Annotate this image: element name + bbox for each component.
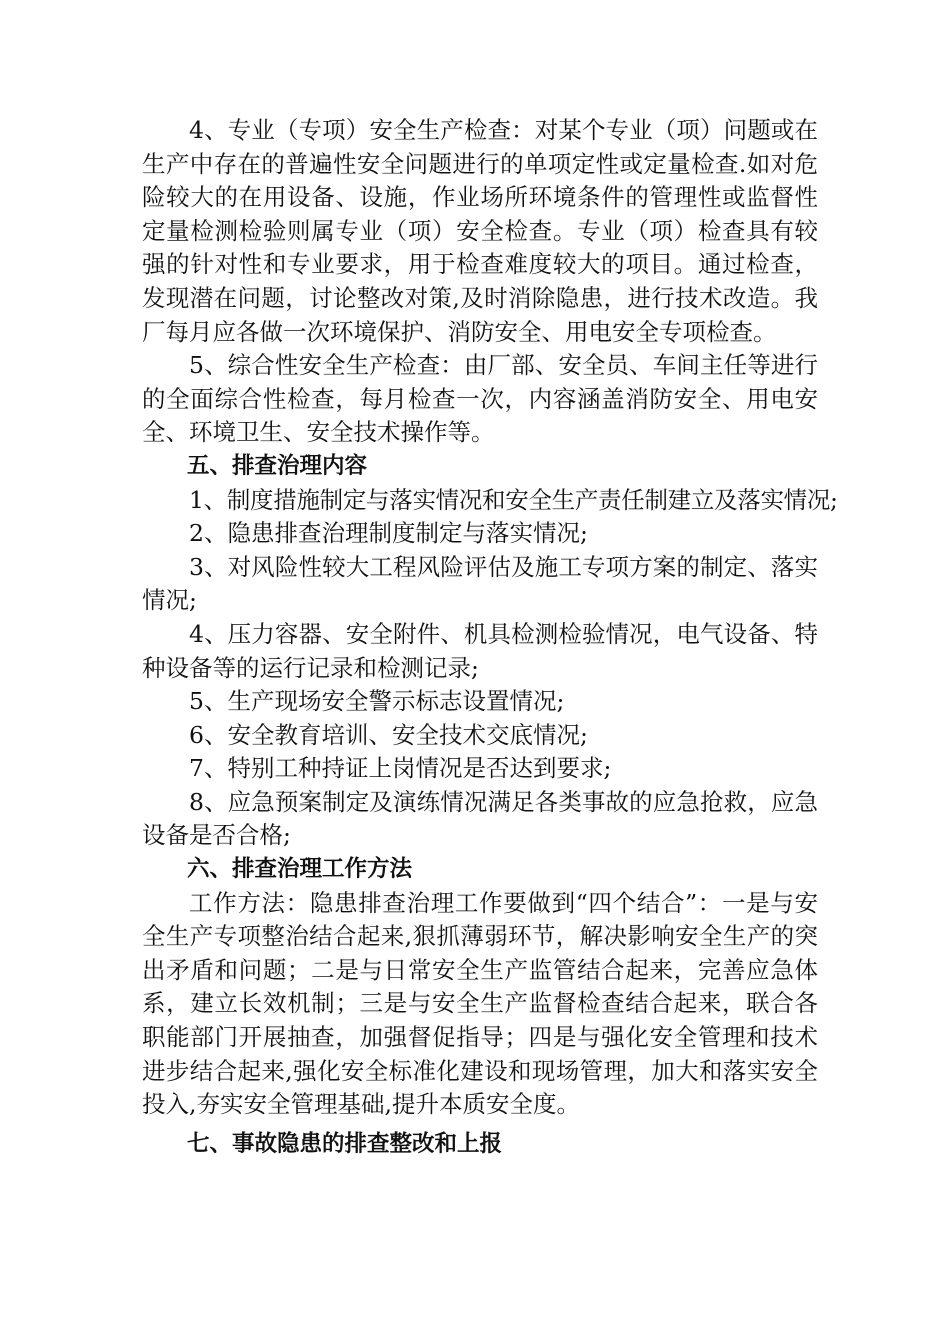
section-5-heading: 五、排查治理内容 xyxy=(187,452,368,479)
section-5-item-6: 6、安全教育培训、安全技术交底情况; xyxy=(189,720,588,749)
section-5-item-8: 8、应急预案制定及演练情况满足各类事故的应急抢救，应急设备是否合格; xyxy=(142,787,818,850)
section-5-item-2: 2、隐患排查治理制度制定与落实情况; xyxy=(189,519,588,548)
section-5-item-4: 4、压力容器、安全附件、机具检测检验情况，电气设备、特种设备等的运行记录和检测记录; xyxy=(142,619,818,682)
section-6-heading: 六、排查治理工作方法 xyxy=(187,856,413,883)
section-5-item-1: 1、制度措施制定与落实情况和安全生产责任制建立及落实情况; xyxy=(189,485,838,514)
section-5-item-5: 5、生产现场安全警示标志设置情况; xyxy=(189,687,565,716)
section-7-heading: 七、事故隐患的排查整改和上报 xyxy=(187,1130,503,1157)
paragraph-item-4: 4、专业（专项）安全生产检查：对某个专业（项）问题或在生产中存在的普遍性安全问题进行的单项定性或定量检查.如对危险较大的在用设备、设施，作业场所环境条件的管理性或监督性定量检测检验则属专业（项）安全检查。专业（项）检查具有较强的针对性和专业要求，用于检查难度较大的项目。通过检查，发现潜在问题，讨论整改对策,及时消除隐患，进行技术改造。我厂每月应各做一次环境保护、消防安全、用电安全专项检查。 xyxy=(142,116,818,346)
section-5-item-7: 7、特别工种持证上岗情况是否达到要求; xyxy=(189,754,612,783)
paragraph-item-5: 5、综合性安全生产检查：由厂部、安全员、车间主任等进行的全面综合性检查，每月检查一次，内容涵盖消防安全、用电安全、环境卫生、安全技术操作等。 xyxy=(142,351,818,447)
document-page xyxy=(142,114,838,1161)
section-5-item-3: 3、对风险性较大工程风险评估及施工专项方案的制定、落实情况; xyxy=(142,552,818,615)
section-6-body: 工作方法：隐患排查治理工作要做到“四个结合”：一是与安全生产专项整治结合起来,狠抓薄弱环节，解决影响安全生产的突出矛盾和问题；二是与日常安全生产监管结合起来，完善应急体系，建立长效机制；三是与安全生产监督检查结合起来，联合各职能部门开展抽查，加强督促指导；四是与强化安全管理和技术进步结合起来,强化安全标准化建设和现场管理，加大和落实安全投入,夯实安全管理基础,提升本质安全度。 xyxy=(142,888,818,1119)
